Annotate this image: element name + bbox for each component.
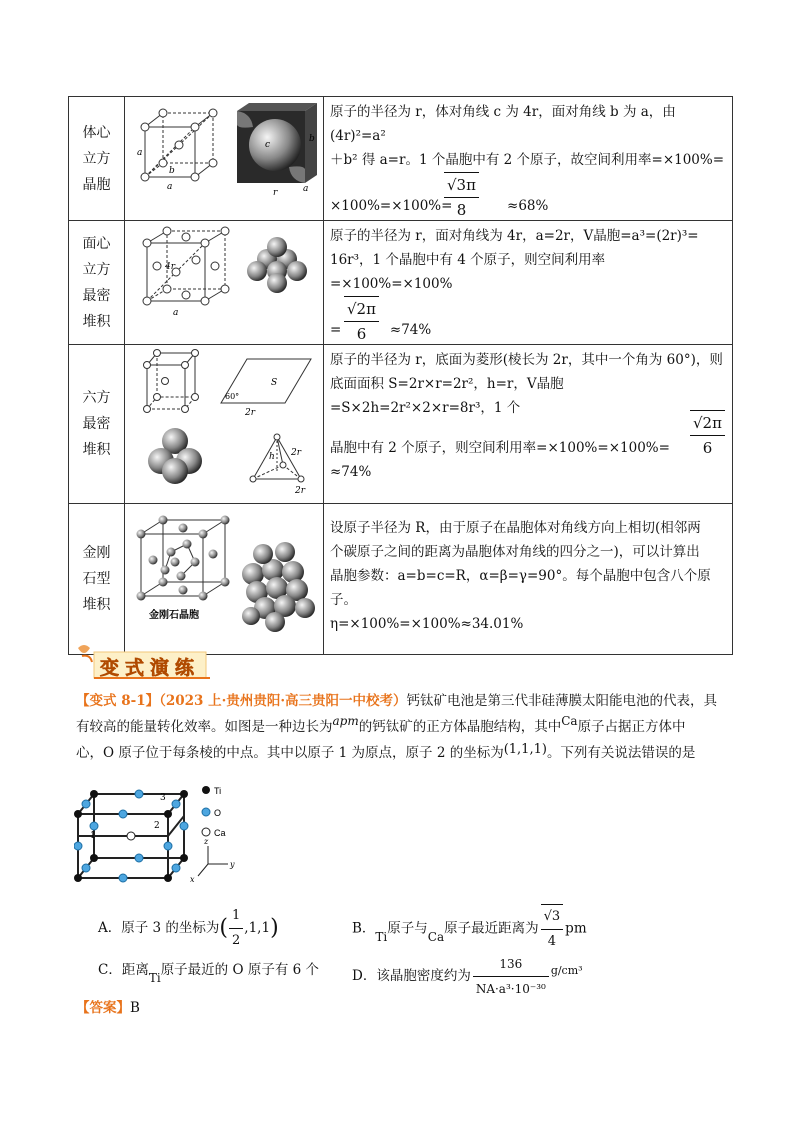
svg-text:2r: 2r — [245, 408, 256, 418]
question-stem: 【变式 8-1】（2023 上·贵州贵阳·高三贵阳一中校考）钙钛矿电池是第三代非硅薄膜太阳能电池的代表，具 有较高的能量转化效率。如图是一种边长为apm的钙钛矿的正方体晶胞结构，其中Ca原子占据正方体中 心，O 原子位于每条棱的中点。其中以原子 1 为原点，原子 2 的坐标为(1,1,1)。下列有关说法错误的是 — [76, 693, 718, 761]
svg-text:2r: 2r — [295, 486, 306, 496]
svg-text:1: 1 — [90, 831, 96, 841]
option-a[interactable]: A．原子 3 的坐标为( $\frac{1}{2}$ ,1,1) — [98, 904, 279, 953]
answer-value: B — [130, 1000, 140, 1016]
svg-text:金刚石晶胞: 金刚石晶胞 — [149, 610, 199, 621]
diamond-description: 设原子半径为 R，由于原子在晶胞体对角线方向上相切(相邻两 个碳原子之间的距离为晶胞体对角线的四分之一)，可以计算出 晶胞参数：a=b=c=R，α=β=γ=90°。每个晶胞中包含八个原子。 η=×100%=×100%≈34.01% — [324, 504, 733, 655]
row-name: 体心 立方 晶胞 — [69, 97, 125, 221]
fcc-description: 原子的半径为 r，面对角线为 4r，a=2r，V晶胞=a³=(2r)³= 16r³，1 个晶胞中有 4 个原子，则空间利用率=×100%=×100% $\frac{√2\pi}{6}$ = ≈74% — [324, 221, 733, 345]
svg-text:z: z — [204, 837, 209, 846]
hcp-fraction: $\frac{√2\pi}{6}$ — [690, 410, 725, 460]
svg-text:r: r — [273, 188, 278, 198]
hcp-description: 原子的半径为 r，底面为菱形(棱长为 2r，其中一个角为 60°)，则 底面面积 S=2r×r=2r²，h=r，V晶胞=S×2h=2r²×2×r=8r³，1 个 晶胞中有 2 个原子，则空间利用率=×100%=×100%= $\frac{√2\pi}{6}$ ≈74% — [324, 345, 733, 504]
row-name: 六方 最密 堆积 — [69, 345, 125, 504]
svg-text:2r: 2r — [291, 448, 302, 458]
table-row — [69, 504, 733, 655]
svg-text:b: b — [309, 134, 315, 144]
svg-text:a: a — [167, 182, 173, 192]
bcc-diagram — [125, 97, 323, 205]
option-c[interactable]: C．距离Ti原子最近的 O 原子有 6 个 — [98, 962, 320, 985]
banner-text: 变式演练 — [100, 657, 201, 679]
option-d[interactable]: D．该晶胞密度约为 $\frac{136}{\text{NA·a³·10⁻³⁰}}$ $^{g/cm^3}$ — [352, 952, 583, 1001]
svg-text:b: b — [169, 166, 175, 176]
svg-text:a: a — [137, 148, 143, 158]
svg-text:a: a — [303, 184, 309, 194]
fcc-diagram — [125, 221, 323, 329]
option-b[interactable]: B．Ti原子与Ca原子最近距离为 $\frac{√3}{4}$ pm — [352, 904, 587, 954]
table-row — [69, 97, 733, 221]
svg-text:Ca: Ca — [214, 828, 226, 838]
row-name: 面心 立方 最密 堆积 — [69, 221, 125, 345]
hcp-figure — [125, 345, 324, 504]
fcc-fraction: $\frac{√2\pi}{6}$ — [344, 296, 379, 346]
svg-text:S: S — [271, 378, 278, 388]
svg-text:x: x — [190, 875, 195, 884]
answer-line: 【答案】B — [76, 1000, 140, 1016]
svg-text:h: h — [269, 452, 275, 462]
svg-text:O: O — [214, 808, 222, 818]
bcc-fraction: $\frac{√3\pi}{8}$ — [444, 172, 479, 222]
svg-text:Ti: Ti — [214, 786, 222, 796]
svg-text:2: 2 — [154, 821, 160, 831]
svg-text:a: a — [173, 308, 179, 318]
diamond-diagram — [125, 504, 323, 650]
svg-text:y: y — [230, 860, 235, 869]
unit-cell-table — [68, 96, 733, 655]
row-name: 金刚 石型 堆积 — [69, 504, 125, 655]
fcc-figure — [125, 221, 324, 345]
table-row — [69, 221, 733, 345]
perovskite-cell-figure — [74, 770, 254, 890]
variant-practice-banner — [72, 640, 212, 684]
bcc-description: 原子的半径为 r，体对角线 c 为 4r，面对角线 b 为 a，由(4r)²=a² ＋b² 得 a=r。1 个晶胞中有 2 个原子，故空间利用率=×100%= $\frac{√3\pi}{8}$ ×100%=×100%= ≈68% — [324, 97, 733, 221]
hcp-diagram — [125, 345, 323, 499]
svg-text:3: 3 — [160, 793, 166, 803]
svg-text:4r: 4r — [165, 262, 176, 272]
diamond-figure — [125, 504, 324, 655]
svg-text:60°: 60° — [225, 392, 240, 401]
bcc-figure — [125, 97, 324, 221]
table-row — [69, 345, 733, 504]
svg-text:c: c — [265, 140, 271, 150]
